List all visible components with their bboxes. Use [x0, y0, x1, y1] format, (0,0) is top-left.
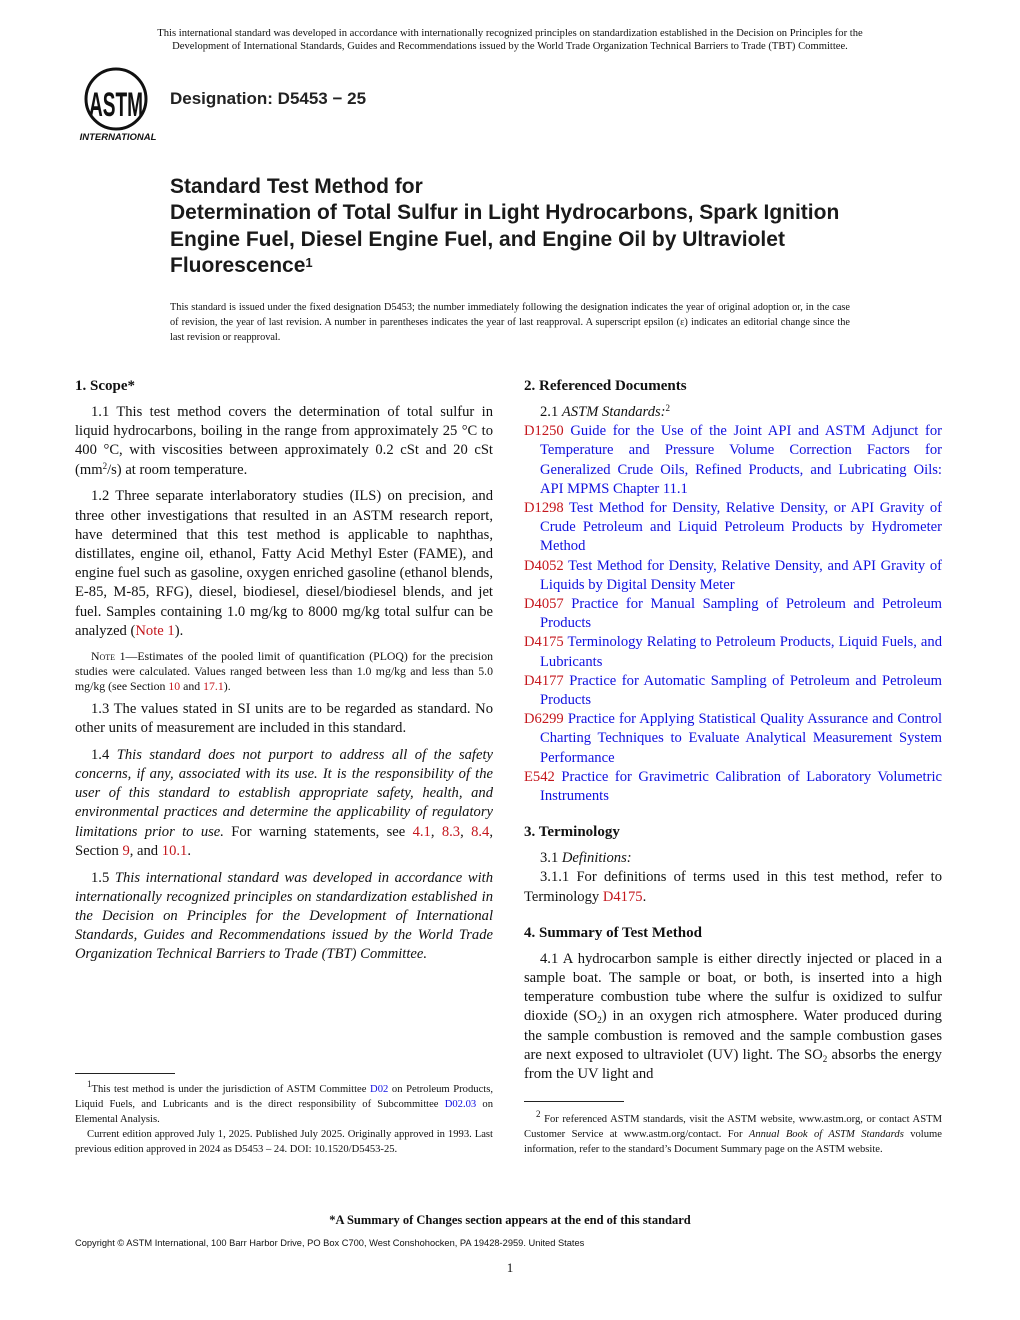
footnote-divider: [75, 1073, 175, 1074]
text-run: on Petroleum Products, Liquid Fuels, and Lubricants and is the direct responsibility of Subcommittee: [75, 1084, 493, 1110]
reference-title-link[interactable]: Test Method for Density, Relative Density, and API Gravity of Liquids by Digital Density Meter: [540, 557, 942, 593]
text-run: , Section: [75, 823, 494, 859]
text-run: ).: [223, 678, 231, 693]
text-run: 4.1 A hydrocarbon sample is either directly injected or placed in a sample boat. The sample or boat, or both, is inserted into a high temperature combustion tube where the sulfur is oxidized to sulfur dioxide (SO: [524, 950, 942, 1025]
reference-title-link[interactable]: D02: [370, 1084, 389, 1095]
text-run: 4. Summary of Test Method: [524, 924, 702, 941]
reference-title-link[interactable]: Test Method for Density, Relative Density, or API Gravity of Crude Petroleum and Liquid Petroleum Products by Hydrometer Method: [540, 500, 942, 555]
cross-reference-link[interactable]: D4052: [524, 557, 564, 574]
text-run: 1.1 This test method covers the determination of total sulfur in liquid hydrocarbons, boiling in the range from approximately 25 °C to 400 °C, with viscosities between approximately 0.2 cSt and 20 cSt (mm: [75, 404, 493, 478]
text-run: This test method is under the jurisdiction of ASTM Committee: [91, 1084, 371, 1095]
subscript: 2: [597, 1015, 602, 1026]
text-run: ).: [174, 622, 184, 639]
paragraph: [75, 487, 493, 641]
title-footnote-mark[interactable]: 1: [305, 254, 313, 270]
reference-title-link[interactable]: Practice for Automatic Sampling of Petroleum and Petroleum Products: [540, 672, 942, 709]
cross-reference-link[interactable]: D1250: [524, 423, 564, 440]
referenced-document: [524, 595, 942, 633]
cross-reference-link[interactable]: D4175: [524, 634, 564, 651]
paragraph: [75, 869, 493, 965]
note-label: Note: [91, 648, 116, 663]
text-run: 1.2 Three separate interlaboratory studies (ILS) on precision, and three other investigations that resulted in an ASTM research report, have determined that this test method is applicable to naphthas, distillates, engine oil, ethanol, Fatty Acid Methyl Ester (FAME), and engine fuel such as gasoline, oxygen enriched gasoline (ethanol blends, E-85, M-85, RFG), diesel, biodiesel, diesel/biodiesel blends, and jet fuel. Samples containing 1.0 mg/kg to 8000 mg/kg total sulfur can be analyzed (: [75, 488, 493, 639]
summary-of-changes-note: *A Summary of Changes section appears at the end of this standard: [329, 1213, 691, 1227]
text-run: 2.1: [540, 404, 562, 420]
footnote-1: [75, 1079, 494, 1157]
text-run: on Elemental Analysis.: [75, 1099, 494, 1125]
cross-reference-link[interactable]: D1298: [524, 500, 564, 517]
text-run: 1.5: [91, 869, 115, 886]
cross-reference-link[interactable]: D6299: [524, 711, 564, 728]
title-line1: Standard Test Method for: [170, 175, 423, 198]
reference-title-link[interactable]: Practice for Applying Statistical Quality Assurance and Control Charting Techniques to Evaluate Analytical Measurement System Performance: [540, 711, 942, 766]
subsection-heading: [524, 849, 942, 868]
reference-title-link[interactable]: Guide for the Use of the Joint API and ASTM Adjunct for Temperature and Pressure Volume Correction Factors for Generalized Crude Oils, Refined Products, and Lubricating Oils: API MPMS Chapter 11.1: [540, 423, 942, 497]
cross-reference-link[interactable]: 9: [122, 842, 130, 859]
cross-reference-link[interactable]: D4177: [524, 672, 564, 689]
page-number: 1: [506, 1260, 514, 1275]
superscript: 2: [102, 460, 108, 471]
title-main: Determination of Total Sulfur in Light Hydrocarbons, Spark Ignition Engine Fuel, Diesel Engine Fuel, and Engine Oil by Ultraviolet Fluorescence$^1$: [170, 201, 840, 277]
text-run: absorbs the energy from the UV light and: [524, 1046, 942, 1083]
referenced-document: [524, 422, 942, 499]
text-run: ,: [460, 823, 472, 840]
paragraph: [75, 403, 493, 480]
referenced-document: [524, 768, 942, 806]
right-column: [524, 376, 942, 1092]
cross-reference-link[interactable]: 8.4: [471, 823, 490, 840]
reference-title-link[interactable]: Practice for Gravimetric Calibration of Laboratory Volumetric Instruments: [540, 768, 942, 805]
text-run: For referenced ASTM standards, visit the ASTM website, www.astm.org, or contact ASTM Customer Service at www.astm.org/contact. For: [524, 1114, 942, 1140]
text-run: ,: [430, 823, 442, 840]
text-run: .: [187, 842, 191, 859]
paragraph: [524, 950, 942, 1084]
reference-title-link[interactable]: Practice for Manual Sampling of Petroleum and Petroleum Products: [540, 596, 942, 632]
svg-text:ASTM: ASTM: [89, 86, 143, 124]
text-run: 3.1: [540, 850, 562, 867]
cross-reference-link[interactable]: 8.3: [441, 823, 461, 840]
paragraph: [75, 700, 493, 738]
tbt-notice-line: This international standard was developed in accordance with internationally recognized principles on standardization established in the Decision on Principles for the: [157, 28, 863, 39]
italic-text: This standard does not purport to address all of the safety concerns, if any, associated with its use. It is the responsibility of the user of this standard to establish appropriate safety, health, and environmental practices and determine the applicability of regulatory limitations prior to use.: [75, 746, 493, 840]
referenced-document: [524, 557, 942, 595]
left-column: [75, 376, 493, 972]
text-run: Current edition approved July 1, 2025. Published July 2025. Originally approved in 1993. Last previous edition approved in 2024 as D5453 – 24. DOI: 10.1520/D5453-25.: [75, 1129, 493, 1155]
italic-text: Annual Book of ASTM Standards: [748, 1129, 904, 1140]
footnote-paragraph: [524, 1109, 942, 1157]
text-run: .: [642, 888, 647, 905]
text-run: 3. Terminology: [524, 824, 620, 841]
superscript: 2: [536, 1109, 541, 1119]
text-run: 1.4: [91, 746, 117, 763]
document-title: [170, 174, 870, 279]
svg-text:INTERNATIONAL: INTERNATIONAL: [79, 132, 157, 143]
text-run: 1.3 The values stated in SI units are to be regarded as standard. No other units of measurement are included in this standard.: [75, 700, 493, 737]
text-run: , and: [129, 842, 162, 859]
cross-reference-link[interactable]: Note 1: [135, 622, 175, 639]
italic-text: ASTM Standards:: [561, 404, 666, 420]
tbt-notice-line: Development of International Standards, Guides and Recommendations issued by the World Trade Organization Technical Barriers to Trade (TBT) Committee.: [172, 41, 848, 52]
text-run: For warning statements, see: [223, 823, 413, 840]
copyright: Copyright © ASTM International, 100 Barr Harbor Drive, PO Box C700, West Conshohocken, PA 19428-2959. United States: [75, 1238, 585, 1248]
subsection-heading: [524, 403, 942, 422]
paragraph: [75, 746, 493, 861]
cross-reference-link[interactable]: E542: [524, 768, 555, 785]
cross-reference-link[interactable]: 17.1: [203, 678, 224, 693]
text-run: volume information, refer to the standard’s Document Summary page on the ASTM website.: [524, 1129, 942, 1155]
text-run: ) in an oxygen rich atmosphere. Water produced during the sample combustion is removed and the sample combustion gases are next exposed to ultraviolet (UV) light. The SO: [524, 1008, 942, 1063]
cross-reference-link[interactable]: 4.1: [412, 823, 431, 840]
tbt-notice: [70, 27, 950, 53]
cross-reference-link[interactable]: D4057: [524, 596, 564, 613]
section-heading: [524, 822, 942, 842]
text-run: This standard is issued under the fixed designation D5453; the number immediately following the designation indicates the year of original adoption or, in the case of revision, the year of last revision. A number in parentheses indicates the year of last reapproval. A superscript epsilon (ε) indicates an editorial change since the last revision or reapproval.: [170, 302, 850, 343]
designation: Designation: D5453 − 25: [170, 89, 367, 108]
italic-text: This international standard was developed in accordance with internationally recognized principles on standardization established in the Decision on Principles for the Development of International Standards, Guides and Recommendations issued by the World Trade Organization Technical Barriers to Trade (TBT) Committee.: [75, 869, 494, 963]
text-run: 1. Scope*: [75, 378, 135, 394]
note: [75, 649, 493, 694]
text-run: 3.1.1 For definitions of terms used in this test method, refer to Terminology: [524, 869, 942, 905]
referenced-document: [524, 710, 942, 768]
section-heading: [524, 923, 942, 943]
text-run: and: [180, 678, 204, 693]
subscript: 2: [822, 1053, 828, 1064]
footnote-divider: [524, 1101, 624, 1102]
reference-title-link[interactable]: Terminology Relating to Petroleum Products, Liquid Fuels, and Lubricants: [540, 634, 942, 670]
astm-logo: [76, 66, 162, 146]
cross-reference-link[interactable]: 10: [168, 678, 181, 693]
text-run: /s) at room temperature.: [107, 461, 248, 478]
footnote-paragraph: [75, 1079, 494, 1127]
section-heading: [75, 376, 493, 396]
cross-reference-link[interactable]: D4175: [602, 888, 643, 905]
referenced-document: [524, 672, 942, 710]
superscript: 1: [87, 1079, 92, 1089]
text-run: 2. Referenced Documents: [524, 378, 687, 394]
text-run: 1—Estimates of the pooled limit of quantification (PLOQ) for the precision studies were calculated. Values ranged between less than 1.0 mg/kg and less than 5.0 mg/kg (see Section: [75, 648, 493, 693]
paragraph: [524, 868, 942, 906]
referenced-document: [524, 633, 942, 671]
referenced-document: [524, 499, 942, 557]
footnote-paragraph: [75, 1127, 493, 1157]
italic-text: Definitions:: [561, 850, 632, 867]
footnote-2: [524, 1109, 942, 1157]
issue-note: [170, 300, 850, 345]
cross-reference-link[interactable]: 10.1: [161, 842, 188, 859]
superscript: 2: [665, 403, 671, 413]
reference-title-link[interactable]: D02.03: [444, 1099, 477, 1110]
section-heading: [524, 376, 942, 396]
